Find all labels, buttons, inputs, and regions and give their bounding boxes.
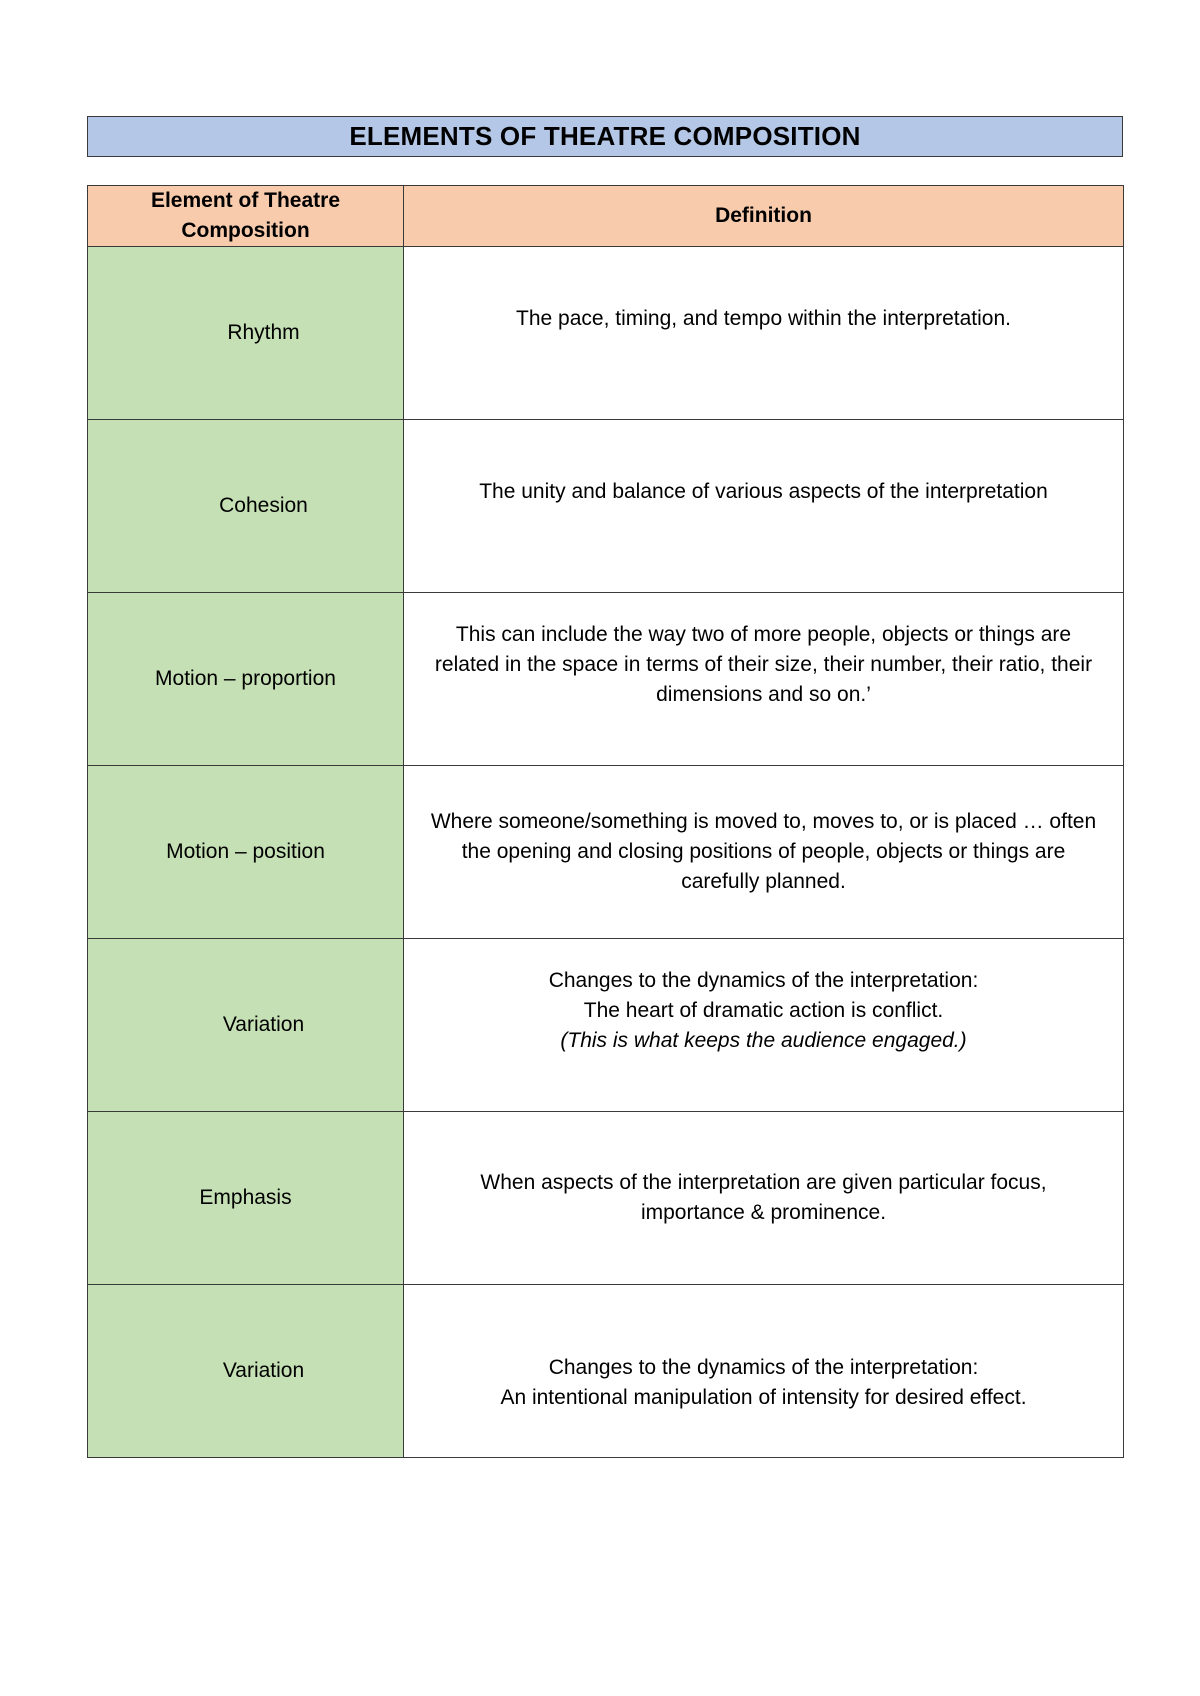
definition-line: The pace, timing, and tempo within the interpretation. <box>516 307 1011 330</box>
element-name <box>88 766 404 939</box>
table-row <box>88 1285 1124 1458</box>
definition-line: Changes to the dynamics of the interpretation: <box>548 1356 979 1379</box>
element-label: Motion – proportion <box>155 667 336 690</box>
header-element: Element of Theatre Composition <box>88 186 404 247</box>
definition-line: Where someone/something is moved to, moves to, or is placed … often the opening and closing positions of people, objects or things are carefully planned. <box>430 810 1097 893</box>
element-definition <box>404 1285 1124 1458</box>
element-label: Variation <box>222 1013 305 1036</box>
header-definition: Definition <box>404 186 1124 247</box>
definition-line: The unity and balance of various aspects of the interpretation <box>479 480 1048 503</box>
definition-line: The heart of dramatic action is conflict. <box>583 999 944 1022</box>
element-definition <box>404 766 1124 939</box>
table-row <box>88 766 1124 939</box>
definition-line: An intentional manipulation of intensity for desired effect. <box>500 1386 1027 1409</box>
element-definition <box>404 247 1124 420</box>
elements-table <box>87 185 1124 1458</box>
table-header-row <box>88 186 1124 247</box>
element-definition <box>404 593 1124 766</box>
definition-line: When aspects of the interpretation are given particular focus, importance & prominence. <box>480 1171 1047 1224</box>
element-name <box>88 247 404 420</box>
element-label: Rhythm <box>227 321 300 344</box>
element-label: Variation <box>222 1359 305 1382</box>
element-name <box>88 1112 404 1285</box>
table-row <box>88 1112 1124 1285</box>
element-name <box>88 939 404 1112</box>
element-label: Cohesion <box>219 494 308 517</box>
table-row <box>88 247 1124 420</box>
element-definition <box>404 1112 1124 1285</box>
table-row <box>88 420 1124 593</box>
element-definition <box>404 939 1124 1112</box>
table-row <box>88 939 1124 1112</box>
element-name <box>88 593 404 766</box>
definition-note: (This is what keeps the audience engaged.) <box>560 1029 967 1052</box>
element-label: Motion – position <box>166 840 325 863</box>
element-definition <box>404 420 1124 593</box>
element-label: Emphasis <box>199 1186 292 1209</box>
page-title: ELEMENTS OF THEATRE COMPOSITION <box>87 116 1123 157</box>
element-name <box>88 1285 404 1458</box>
definition-line: Changes to the dynamics of the interpretation: <box>548 969 979 992</box>
element-name <box>88 420 404 593</box>
table-row <box>88 593 1124 766</box>
definition-line: This can include the way two of more people, objects or things are related in the space in terms of their size, their number, their ratio, their dimensions and so on.’ <box>434 623 1093 706</box>
